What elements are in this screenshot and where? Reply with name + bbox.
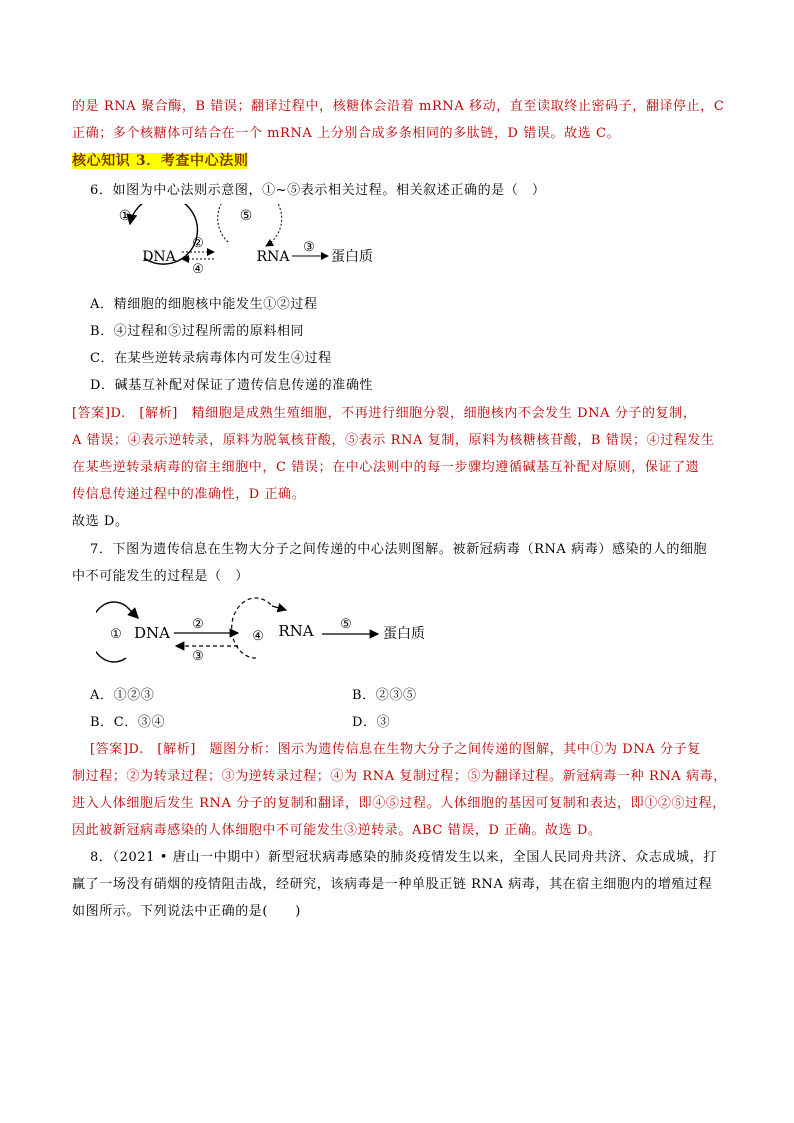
q6-label-4: ④ (192, 262, 204, 277)
q6-label-2: ② (192, 236, 204, 251)
q7-label-4: ④ (252, 629, 264, 644)
q7-option-c: B．C．③④ (90, 715, 166, 730)
q6-option-d: D．碱基互补配对保证了遗传信息传递的准确性 (90, 378, 374, 393)
q6-rna-label: RNA (256, 249, 290, 265)
q7-answer-line-3: 进入人体细胞后发生 RNA 分子的复制和翻译，即④⑤过程。人体细胞的基因可复制和表达，即①②⑤过程， (72, 796, 726, 811)
q6-label-1: ① (118, 208, 132, 224)
q6-option-c: C．在某些逆转录病毒体内可发生④过程 (90, 351, 332, 366)
q7-label-5: ⑤ (340, 617, 352, 632)
q6-label-5: ⑤ (239, 208, 253, 224)
q6-central-dogma-diagram (96, 204, 396, 292)
q7-central-dogma-diagram (96, 596, 436, 676)
q7-stem-line-2: 中不可能发生的过程是（ ） (72, 569, 249, 584)
q7-option-b: B．②③⑤ (352, 688, 417, 703)
q7-label-3: ③ (192, 649, 204, 664)
q7-label-2: ② (192, 617, 204, 632)
q6-answer-line-4: 传信息传递过程中的准确性，D 正确。 (72, 487, 306, 502)
q8-stem-line-3: 如图所示。下列说法中正确的是( ) (72, 904, 301, 919)
q6-option-b: B．④过程和⑤过程所需的原料相同 (90, 324, 305, 339)
q6-protein-label: 蛋白质 (331, 249, 373, 265)
q8-stem-line-1: 8．（2021 • 唐山一中期中）新型冠状病毒感染的肺炎疫情发生以来，全国人民同舟共济、众志成城，打 (90, 850, 717, 865)
q7-rna-label: RNA (278, 622, 314, 640)
q7-answer-line-4: 因此被新冠病毒感染的人体细胞中不可能发生③逆转录。ABC 错误，D 正确。故选 D。 (72, 823, 602, 838)
q7-stem-line-1: 7．下图为遗传信息在生物大分子之间传递的中心法则图解。被新冠病毒（RNA 病毒）感染的人的细胞 (90, 542, 708, 557)
q7-option-a: A．①②③ (90, 688, 155, 703)
q7-option-d: D．③ (352, 715, 391, 730)
q7-protein-label: 蛋白质 (383, 626, 425, 642)
q7-answer-line-1: [答案]D. [解析] 题图分析：图示为遗传信息在生物大分子之间传递的图解，其中①为 DNA 分子复 (90, 742, 701, 757)
q6-dna-label: DNA (142, 249, 176, 265)
intro-line-2: 正确；多个核糖体可结合在一个 mRNA 上分别合成多条相同的多肽链，D 错误。故选 C。 (72, 126, 621, 141)
section-title: 核心知识 3．考查中心法则 (72, 153, 249, 169)
intro-line-1: 的是 RNA 聚合酶，B 错误；翻译过程中，核糖体会沿着 mRNA 移动，直至读取终止密码子，翻译停止，C (72, 99, 725, 114)
q6-answer-line-3: 在某些逆转录病毒的宿主细胞中，C 错误；在中心法则中的每一步骤均遵循碱基互补配对原则，保证了遗 (72, 460, 700, 475)
section-heading (72, 153, 722, 170)
q6-label-3: ③ (303, 240, 315, 255)
q7-answer-line-2: 制过程；②为转录过程；③为逆转录过程；④为 RNA 复制过程；⑤为翻译过程。新冠病毒一种 RNA 病毒， (72, 769, 727, 784)
q6-conclusion: 故选 D。 (72, 514, 129, 529)
q8-stem-line-2: 赢了一场没有硝烟的疫情阻击战，经研究，该病毒是一种单股正链 RNA 病毒，其在宿主细胞内的增殖过程 (72, 877, 713, 892)
q7-arrow-4-head (272, 606, 286, 610)
q7-dna-label: DNA (134, 624, 170, 642)
q6-answer-line-1: [答案]D. [解析] 精细胞是成熟生殖细胞，不再进行细胞分裂，细胞核内不会发生 DNA 分子的复制， (72, 406, 697, 421)
q6-option-a: A．精细胞的细胞核中能发生①②过程 (90, 297, 318, 312)
q7-arrow-4-curve (232, 598, 272, 658)
q7-arrow-1-head (126, 606, 138, 618)
q7-label-1: ① (110, 627, 122, 642)
q6-stem: 6．如图为中心法则示意图，①~⑤表示相关过程。相关叙述正确的是（ ） (90, 183, 546, 198)
q6-answer-line-2: A 错误；④表示逆转录，原料为脱氧核苷酸，⑤表示 RNA 复制，原料为核糖核苷酸，B 错误；④过程发生 (72, 433, 715, 448)
